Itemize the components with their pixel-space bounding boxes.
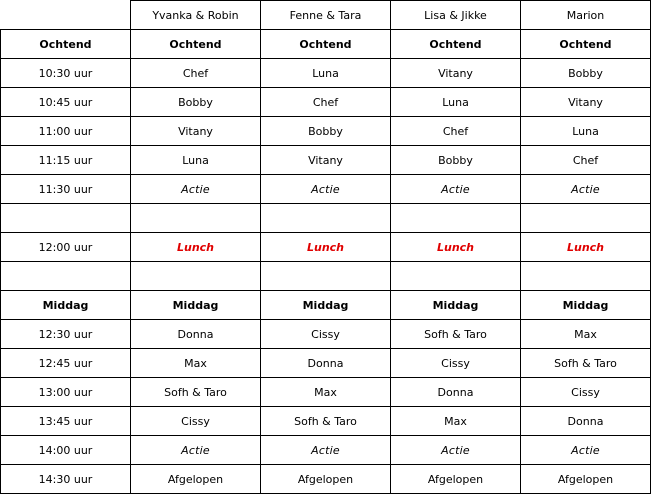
activity-cell: Vitany [391,59,521,88]
activity-cell: Chef [521,146,651,175]
activity-cell: Max [521,320,651,349]
lunch-cell: Lunch [131,233,261,262]
section-label: Ochtend [1,30,131,59]
activity-cell: Vitany [131,117,261,146]
table-row [1,117,651,146]
empty-row [1,204,651,233]
afternoon-section-row [1,291,651,320]
activity-cell: Sofh & Taro [391,320,521,349]
group-name: Marion [521,1,651,30]
activity-cell: Luna [391,88,521,117]
table-row [1,349,651,378]
table-row [1,465,651,494]
empty-cell [261,204,391,233]
table-row [1,146,651,175]
table-row [1,407,651,436]
activity-cell: Sofh & Taro [131,378,261,407]
table-row [1,436,651,465]
activity-cell: Luna [131,146,261,175]
activity-cell: Cissy [261,320,391,349]
activity-cell: Luna [261,59,391,88]
empty-cell [391,204,521,233]
activity-cell: Bobby [131,88,261,117]
activity-cell: Cissy [131,407,261,436]
lunch-cell: Lunch [391,233,521,262]
empty-cell [391,262,521,291]
activity-cell: Sofh & Taro [261,407,391,436]
activity-cell: Chef [261,88,391,117]
time-cell: 10:45 uur [1,88,131,117]
time-cell: 13:00 uur [1,378,131,407]
lunch-row [1,233,651,262]
time-cell: 14:30 uur [1,465,131,494]
lunch-cell: Lunch [261,233,391,262]
table-row [1,378,651,407]
actie-cell: Actie [391,436,521,465]
table-row [1,175,651,204]
table-row [1,320,651,349]
group-name: Lisa & Jikke [391,1,521,30]
group-name: Yvanka & Robin [131,1,261,30]
activity-cell: Donna [391,378,521,407]
table-row [1,88,651,117]
section-header: Ochtend [521,30,651,59]
time-cell: 12:30 uur [1,320,131,349]
activity-cell: Donna [261,349,391,378]
activity-cell: Cissy [521,378,651,407]
activity-cell: Afgelopen [521,465,651,494]
activity-cell: Vitany [521,88,651,117]
section-header: Middag [261,291,391,320]
empty-cell [131,204,261,233]
time-cell: 12:45 uur [1,349,131,378]
activity-cell: Chef [391,117,521,146]
activity-cell: Donna [131,320,261,349]
section-header: Middag [391,291,521,320]
actie-cell: Actie [521,175,651,204]
activity-cell: Luna [521,117,651,146]
empty-cell [1,262,131,291]
section-header: Ochtend [261,30,391,59]
time-cell: 11:00 uur [1,117,131,146]
time-cell: 10:30 uur [1,59,131,88]
actie-cell: Actie [261,175,391,204]
time-cell: 11:30 uur [1,175,131,204]
section-header: Middag [131,291,261,320]
activity-cell: Sofh & Taro [521,349,651,378]
time-cell: 13:45 uur [1,407,131,436]
group-name: Fenne & Tara [261,1,391,30]
activity-cell: Afgelopen [131,465,261,494]
empty-cell [521,204,651,233]
section-header: Ochtend [391,30,521,59]
activity-cell: Chef [131,59,261,88]
activity-cell: Bobby [261,117,391,146]
actie-cell: Actie [131,175,261,204]
activity-cell: Afgelopen [261,465,391,494]
time-cell: 14:00 uur [1,436,131,465]
empty-cell [521,262,651,291]
activity-cell: Max [261,378,391,407]
empty-cell [131,262,261,291]
morning-section-row [1,30,651,59]
activity-cell: Donna [521,407,651,436]
time-cell: 11:15 uur [1,146,131,175]
section-label: Middag [1,291,131,320]
section-header: Middag [521,291,651,320]
lunch-cell: Lunch [521,233,651,262]
activity-cell: Max [131,349,261,378]
section-header: Ochtend [131,30,261,59]
actie-cell: Actie [391,175,521,204]
activity-cell: Afgelopen [391,465,521,494]
activity-cell: Vitany [261,146,391,175]
empty-row [1,262,651,291]
actie-cell: Actie [131,436,261,465]
empty-cell [1,204,131,233]
time-cell: 12:00 uur [1,233,131,262]
corner-cell [1,1,131,30]
empty-cell [261,262,391,291]
actie-cell: Actie [521,436,651,465]
table-row [1,59,651,88]
activity-cell: Bobby [521,59,651,88]
activity-cell: Bobby [391,146,521,175]
actie-cell: Actie [261,436,391,465]
activity-cell: Cissy [391,349,521,378]
group-header-row [1,1,651,30]
activity-cell: Max [391,407,521,436]
